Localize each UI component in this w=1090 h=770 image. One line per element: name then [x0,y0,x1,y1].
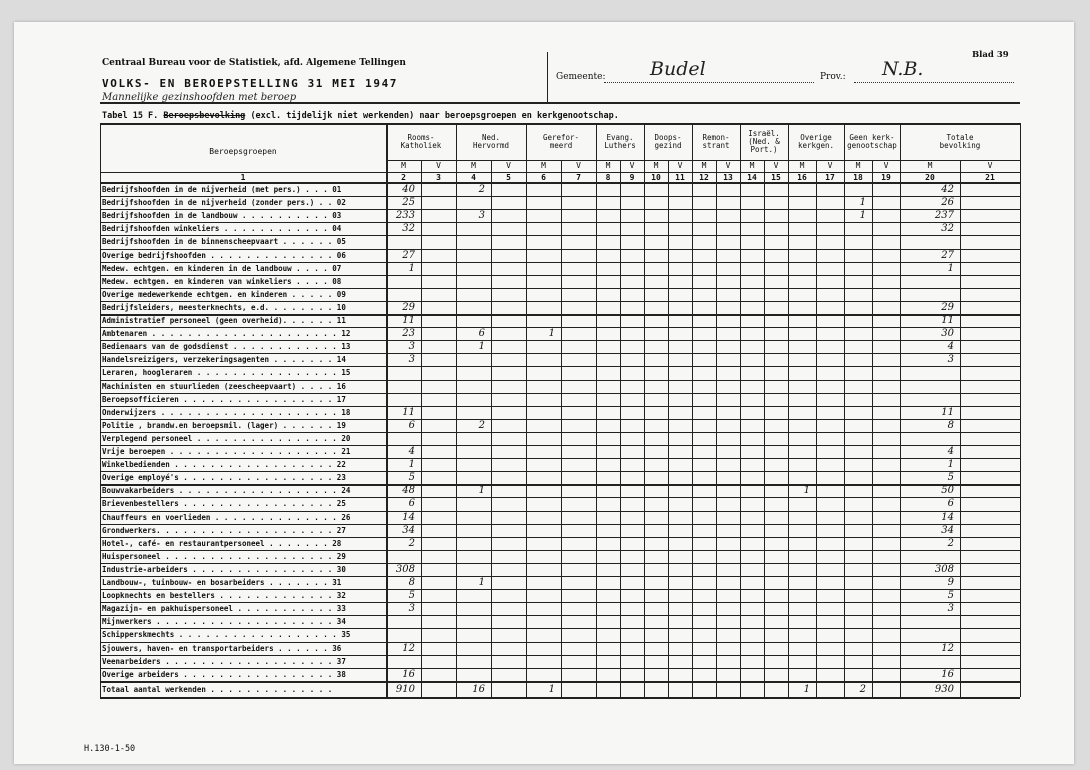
totals-label: Totaal aantal werkenden . . . . . . . . . . . . . . [102,684,333,694]
row-label: Loopknechts en bestellers . . . . . . . . . . . . . 32 [102,591,346,601]
cell-value-tot: 34 [941,524,954,536]
column-v-label: V [827,161,833,170]
cell-value-rk: 3 [408,341,415,353]
column-number: 12 [699,173,709,182]
cell-value-rk: 1 [408,459,415,471]
cell-value-tot: 16 [941,668,954,680]
column-v-label: V [883,161,889,170]
cell-value-tot: 6 [947,498,954,510]
row-label: Leraren, hoogleraren . . . . . . . . . . . . . . . . 15 [102,368,351,378]
cell-value-tot: 4 [947,446,954,457]
cell-value-rk: 14 [402,511,415,523]
row-label: Politie , brandw.en beroepsmil. (lager) . . . . . . 19 [102,420,346,430]
total-value-ok: 1 [803,683,810,695]
column-group-header: Rooms- Katholiek [400,133,442,150]
column-number: 5 [506,173,511,182]
footer-code: H.130-1-50 [84,744,136,754]
column-m-label: M [401,161,406,170]
row-label: Overige medewerkende echtgen. en kinderen . . . . . 09 [102,289,346,299]
cell-value-tot: 42 [941,184,954,195]
column-number: 15 [771,173,781,182]
table-title [102,111,619,121]
column-number: 19 [881,173,891,182]
column-v-label: V [506,161,511,170]
column-number: 11 [675,173,685,182]
row-label: Administratief personeel (geen overheid). . . . . . 11 [102,316,346,325]
cell-value-tot: 11 [941,315,954,326]
cell-value-rk: 3 [408,603,415,615]
cell-value-tot: 5 [947,590,954,602]
cell-value-tot: 50 [941,485,954,497]
cell-value-tot: 2 [947,537,954,549]
sheet-label: Blad 39 [972,50,1009,60]
cell-value-nh: 1 [478,577,485,588]
row-label: Bedrijfshoofden in de landbouw . . . . . . . . . . 03 [102,211,342,221]
cell-value-tot: 26 [941,197,954,209]
column-v-label: V [436,161,441,170]
column-number: 2 [401,173,406,182]
row-label: Bedrijfshoofden in de nijverheid (met pers.) . . . 01 [102,185,342,194]
cell-value-tot: 1 [947,262,954,274]
table-title-prefix: Tabel 15 F. [102,111,159,121]
row-label: Bedrijfshoofden winkeliers . . . . . . . . . . . . 04 [102,224,342,234]
column-group-header: Gerefor- meerd [542,133,580,150]
column-number: 14 [747,173,757,182]
row-label: Industrie-arbeiders . . . . . . . . . . . . . . . . 30 [102,564,346,574]
column-v-label: V [725,161,731,170]
cell-value-tot: 308 [934,563,954,575]
cell-value-tot: 29 [941,301,954,313]
row-label: Vrije beroepen . . . . . . . . . . . . . . . . . . . 21 [102,447,351,456]
column-m-label: M [855,161,861,170]
cell-value-nh: 6 [478,328,485,340]
column-v-label: V [576,161,581,170]
row-label: Bedienaars van de godsdienst . . . . . . . . . . . . 13 [102,342,351,352]
row-label: Medew. echtgen. en kinderen in de landbouw . . . . 07 [102,263,342,273]
cell-value-tot: 3 [947,354,954,366]
column-v-label: V [629,161,635,170]
cell-value-rk: 16 [402,668,415,680]
row-label: Huispersoneel . . . . . . . . . . . . . . . . . . . 29 [102,551,346,561]
row-label: Mijnwerkers . . . . . . . . . . . . . . . . . . . . 34 [102,617,346,627]
cell-value-rk: 8 [408,577,415,588]
cell-value-rk: 3 [408,354,415,366]
row-label: Veenarbeiders . . . . . . . . . . . . . . . . . . . 37 [102,656,346,666]
cell-value-tot: 30 [941,328,954,340]
cell-value-rk: 40 [402,184,415,195]
column-m-label: M [749,161,755,170]
cell-value-tot: 3 [947,603,954,615]
column-m-label: M [605,161,611,170]
column-m-label: M [541,161,546,170]
row-label: Overige employé's . . . . . . . . . . . . . . . . . 23 [102,473,346,483]
column-v-label: V [677,161,683,170]
column-number: 3 [436,173,441,182]
bureau-line: Centraal Bureau voor de Statistiek, afd. Algemene Tellingen [102,58,406,68]
cell-value-rk: 48 [402,485,415,497]
cell-value-nh: 2 [478,184,485,195]
row-label: Magazijn- en pakhuispersoneel . . . . . . . . . . . 33 [102,604,346,614]
column-m-label: M [799,161,805,170]
column-group-header: Ned. Hervormd [472,133,510,150]
column-number: 13 [723,173,733,182]
cell-value-nh: 2 [478,419,485,431]
prov-value: N.B. [882,58,924,80]
row-label: Chauffeurs en voerlieden . . . . . . . . . . . . . . 26 [102,512,351,522]
cell-value-tot: 14 [941,511,954,523]
cell-value-rk: 2 [408,537,415,549]
cell-value-tot: 237 [934,210,954,222]
column-group-header: Doops- gezind [654,133,682,150]
row-label: Machinisten en stuurlieden (zeescheepvaart) . . . . 16 [102,381,346,391]
cell-value-rk: 308 [395,563,415,575]
row-label: Medew. echtgen. en kinderen van winkeliers . . . . 08 [102,276,342,286]
cell-value-tot: 11 [941,406,954,418]
row-label: Overige bedrijfshoofden . . . . . . . . . . . . . . 06 [102,250,346,260]
row-label: Onderwijzers . . . . . . . . . . . . . . . . . . . . 18 [102,407,351,417]
cell-value-rk: 27 [402,249,415,261]
column-group-header: Israël. (Ned. & Port.) [748,129,780,154]
cell-value-tot: 1 [947,459,954,471]
column-number: 9 [629,173,635,182]
column-group-header: Overige kerkgen. [797,133,835,150]
total-value-gk: 2 [859,683,866,695]
census-form-sheet [14,22,1074,764]
total-value-nh: 16 [472,683,485,695]
cell-value-rk: 5 [408,590,415,602]
cell-value-tot: 8 [947,419,954,431]
cell-value-rk: 11 [402,406,415,418]
cell-value-rk: 32 [402,223,415,235]
cell-value-rk: 6 [408,419,415,431]
cell-value-nh: 1 [478,485,485,497]
cell-value-gk: 1 [859,210,866,222]
cell-value-tot: 5 [947,472,954,484]
column-m-label: M [653,161,659,170]
column-number: 16 [797,173,807,182]
column-number: 20 [925,173,935,182]
column-v-label: V [987,161,993,170]
table-title-rest: (excl. tijdelijk niet werkenden) naar beroepsgroepen en kerkgenootschap. [250,111,619,121]
cell-value-rk: 29 [402,301,415,313]
row-label: Schipperskmechts . . . . . . . . . . . . . . . . . . 35 [102,630,351,640]
column-group-header: Evang. Luthers [604,133,636,150]
row-label: Grondwerkers. . . . . . . . . . . . . . . . . . . . 27 [102,525,346,535]
cell-value-nh: 1 [478,341,485,353]
row-label: Bedrijfshoofden in de binnenscheepvaart . . . . . . 05 [102,237,346,247]
census-title: VOLKS- EN BEROEPSTELLING 31 MEI 1947 [102,77,399,90]
column-number: 4 [471,173,476,182]
gemeente-label: Gemeente: [556,72,606,82]
gemeente-value: Budel [650,58,706,80]
cell-value-rk: 5 [408,472,415,484]
table-title-struck: Beroepsbevolking [163,111,246,121]
column-m-label: M [471,161,476,170]
cell-value-rk: 34 [402,524,415,536]
row-label: Beroepsofficieren . . . . . . . . . . . . . . . . . 17 [102,394,346,404]
subtitle-handwritten: Mannelijke gezinshoofden met beroep [102,92,297,103]
row-label: Ambtenaren . . . . . . . . . . . . . . . . . . . . . 12 [102,329,351,339]
row-label: Bedrijfsleiders, meesterknechts, e.d. . . . . . . . 10 [102,302,346,312]
cell-value-rk: 25 [402,197,415,209]
row-label: Hotel-, café- en restaurantpersoneel . . . . . . . 28 [102,538,342,548]
row-label: Handelsreizigers, verzekeringsagenten . . . . . . . 14 [102,355,346,365]
cell-value-rk: 12 [402,642,415,654]
cell-value-rk: 1 [408,262,415,274]
column-m-label: M [927,161,933,170]
cell-value-tot: 32 [941,223,954,235]
cell-value-tot: 12 [941,642,954,654]
column-group-header: Geen kerk- genootschap [847,133,897,150]
column-group-header: Totale bevolking [939,133,981,150]
cell-value-gr: 1 [548,328,555,340]
cell-value-rk: 233 [395,210,415,222]
column-number: 6 [541,173,546,182]
total-value-tot: 930 [934,683,954,695]
column-number: 7 [576,173,581,182]
column-m-label: M [701,161,707,170]
column-number: 21 [985,173,995,182]
row-label: Bedrijfshoofden in de nijverheid (zonder pers.) . . 02 [102,198,346,208]
column-v-label: V [773,161,779,170]
column-number: 8 [605,173,611,182]
cell-value-ok: 1 [803,485,810,497]
cell-value-tot: 9 [947,577,954,588]
cell-value-rk: 11 [402,315,415,326]
cell-value-tot: 27 [941,249,954,261]
cell-value-tot: 4 [947,341,954,353]
cell-value-rk: 4 [408,446,415,457]
row-label: Landbouw-, tuinbouw- en bosarbeiders . . . . . . . 31 [102,578,342,587]
total-value-rk: 910 [395,683,415,695]
row-label: Bouwvakarbeiders . . . . . . . . . . . . . . . . . . 24 [102,486,351,496]
row-label: Overige arbeiders . . . . . . . . . . . . . . . . . 38 [102,669,346,679]
groups-header: Beroepsgroepen [209,147,277,156]
column-number: 17 [825,173,835,182]
prov-label: Prov.: [820,72,846,82]
total-value-gr: 1 [548,683,555,695]
row-label: Brievenbestellers . . . . . . . . . . . . . . . . . 25 [102,499,346,509]
column-group-header: Remon- strant [702,133,730,150]
cell-value-gk: 1 [859,197,866,209]
cell-value-rk: 6 [408,498,415,510]
groups-column-number: 1 [240,173,246,182]
column-number: 18 [853,173,863,182]
cell-value-nh: 3 [478,210,485,222]
row-label: Winkelbedienden . . . . . . . . . . . . . . . . . . 22 [102,460,346,470]
cell-value-rk: 23 [402,328,415,340]
column-number: 10 [651,173,661,182]
row-label: Sjouwers, haven- en transportarbeiders . . . . . . 36 [102,643,342,653]
row-label: Verplegend personeel . . . . . . . . . . . . . . . . 20 [102,433,351,443]
